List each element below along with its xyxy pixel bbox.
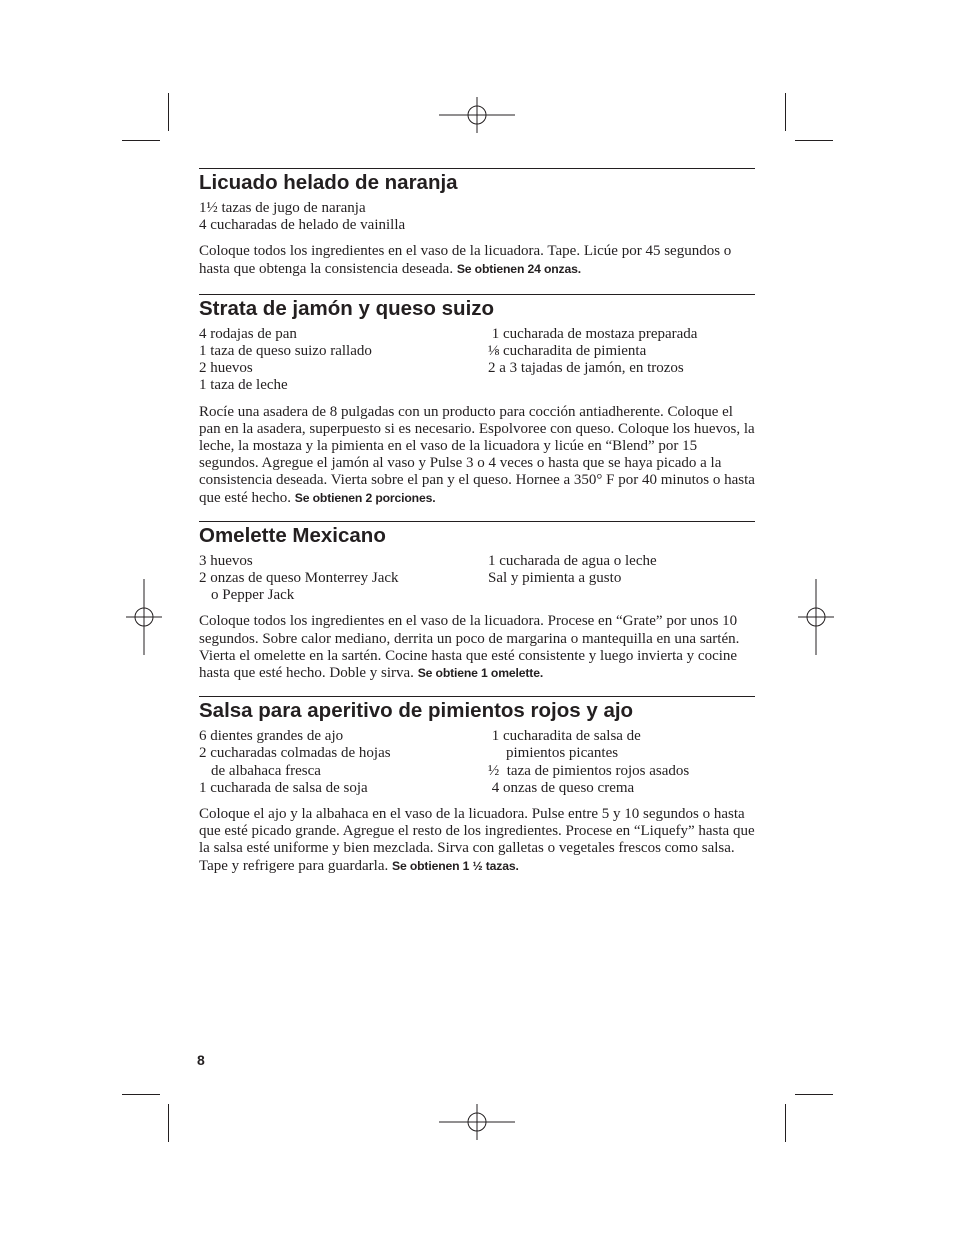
recipe-yield: Se obtiene 1 omelette. (417, 666, 544, 681)
recipe-page-content (199, 168, 755, 890)
recipe-strata-jamon (199, 294, 755, 507)
ingredient-item: 2 a 3 tajadas de jamón, en trozos (488, 360, 684, 377)
recipe-salsa-pimientos (199, 696, 755, 875)
recipe-yield: Se obtienen 2 porciones. (294, 490, 436, 505)
recipe-licuado-helado (199, 168, 755, 278)
ingredient-column-left (199, 553, 488, 605)
recipe-title: Licuado helado de naranja (199, 171, 458, 194)
instructions-text: Rocíe una asadera de 8 pulgadas con un producto para cocción antiadherente. Coloque el pan en la asadera, superpuesto si es necesario. Espolvoree con queso. Coloque los huevos, la leche, la mostaza y la pimienta en el vaso de la licuadora y licúe en “Blend” por 15 segundos. Agregue el jamón al vaso y Pulse 3 o 4 veces o hasta que se haya picado a la consistencia deseada. Vierta sobre el pan y el queso. Hornee a 350° F por 40 minutos o hasta que esté hecho. (199, 403, 755, 506)
recipe-title: Strata de jamón y queso suizo (199, 296, 495, 320)
crop-mark (785, 1104, 786, 1142)
ingredient-columns (199, 728, 755, 797)
crop-mark (795, 1094, 833, 1095)
registration-mark-icon (778, 579, 854, 655)
crop-mark (795, 140, 833, 141)
ingredient-item: ½ taza de pimientos rojos asados (488, 762, 690, 779)
ingredient-column-left (199, 326, 488, 395)
ingredient-item: 1½ tazas de jugo de naranja (199, 200, 366, 216)
recipe-title: Omelette Mexicano (199, 523, 386, 547)
instructions-text: Coloque todos los ingredientes en el vaso de la licuadora. Procese en “Grate” por unos 10 segundos. Sobre calor mediano, derrita un poco de margarina o mantequilla en una sartén. Vierta el omelette en la sartén. Cocine hasta que esté consistente y luego invierta y cocine hasta que esté hecho. Doble y sirva. (199, 613, 740, 682)
crop-mark (122, 1094, 160, 1095)
recipe-instructions (199, 613, 755, 682)
registration-mark-icon (439, 1084, 515, 1160)
ingredient-item: 1 cucharada de mostaza preparada (488, 325, 698, 342)
ingredient-item: pimientos picantes (506, 745, 619, 762)
ingredient-column-right (488, 326, 755, 395)
ingredient-item: 1 cucharadita de salsa de (488, 728, 641, 745)
recipe-instructions (199, 404, 755, 507)
ingredient-item: 2 huevos (199, 360, 253, 377)
ingredient-item: 3 huevos (199, 552, 253, 569)
ingredient-item: 1 cucharada de salsa de soja (199, 779, 368, 796)
recipe-yield: Se obtienen 1 ½ tazas. (392, 858, 519, 873)
ingredient-item: Sal y pimienta a gusto (488, 570, 622, 587)
ingredient-column-left (199, 728, 488, 797)
ingredient-item: 1 taza de queso suizo rallado (199, 343, 372, 360)
recipe-yield: Se obtienen 24 onzas. (456, 261, 581, 276)
ingredient-item: 2 onzas de queso Monterrey Jack (199, 570, 399, 587)
recipe-instructions (199, 243, 755, 277)
ingredient-item: de albahaca fresca (211, 762, 321, 779)
crop-mark (168, 93, 169, 131)
ingredient-item: 4 onzas de queso crema (488, 779, 635, 796)
recipe-title: Salsa para aperitivo de pimientos rojos y ajo (199, 699, 634, 723)
ingredient-columns (199, 326, 755, 395)
registration-mark-icon (106, 579, 182, 655)
ingredient-column-right (488, 728, 755, 797)
ingredient-item: 4 cucharadas de helado de vainilla (199, 217, 406, 234)
recipe-omelette-mexicano (199, 521, 755, 682)
instructions-text: Coloque todos los ingredientes en el vaso de la licuadora. Tape. Licúe por 45 segundos o hasta que obtenga la consistencia deseada. (199, 243, 732, 277)
crop-mark (122, 140, 160, 141)
crop-mark (785, 93, 786, 131)
ingredient-item: ⅛ cucharadita de pimienta (488, 343, 647, 360)
ingredient-item: 2 cucharadas colmadas de hojas (199, 745, 391, 762)
ingredient-item: 1 taza de leche (199, 377, 288, 394)
crop-mark (168, 1104, 169, 1142)
ingredient-item: 4 rodajas de pan (199, 325, 297, 342)
ingredient-item: 6 dientes grandes de ajo (199, 728, 344, 745)
ingredient-item: o Pepper Jack (211, 587, 295, 604)
registration-mark-icon (439, 77, 515, 153)
recipe-instructions (199, 806, 755, 875)
ingredient-column-right (488, 553, 755, 605)
ingredient-list (199, 200, 755, 234)
ingredient-item: 1 cucharada de agua o leche (488, 552, 657, 569)
page-number: 8 (197, 1052, 205, 1068)
instructions-text: Coloque el ajo y la albahaca en el vaso de la licuadora. Pulse entre 5 y 10 segundos o hasta que esté picado grande. Agregue el resto de los ingredientes. Procese en “Liquefy” hasta que la salsa esté uniforme y bien mezclada. Sirva con galletas o vegetales frescos como salsa. Tape y refrigere para guardarla. (199, 806, 755, 874)
ingredient-columns (199, 553, 755, 605)
